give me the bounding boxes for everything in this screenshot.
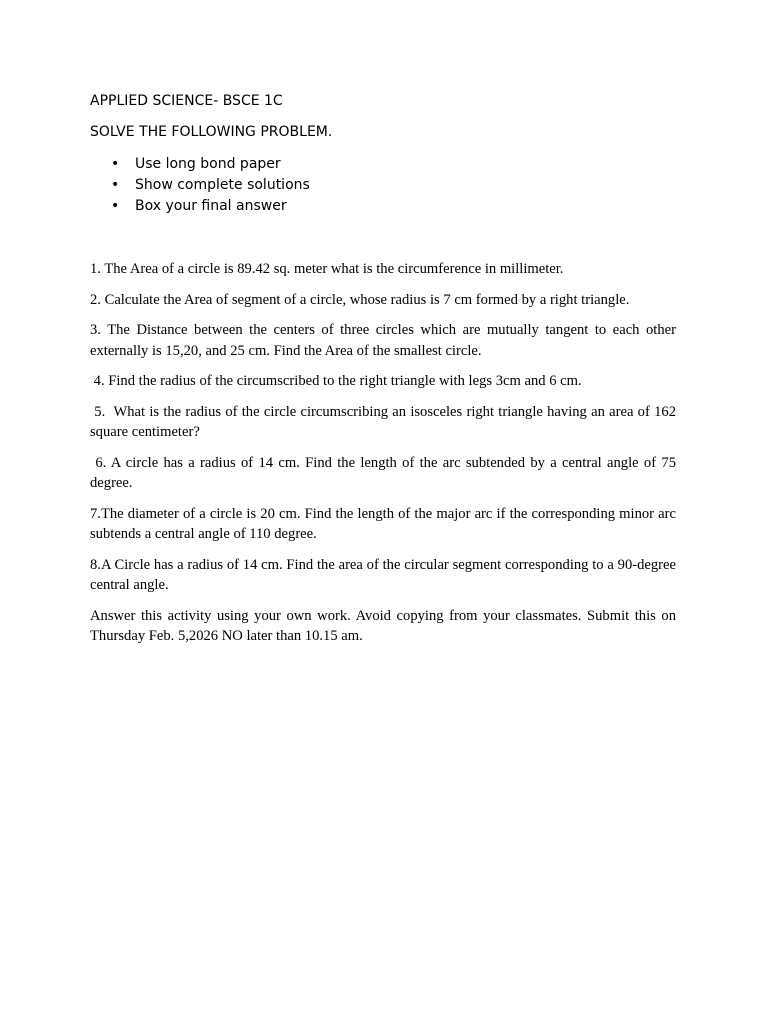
closing-note: Answer this activity using your own work. Avoid copying from your classmates. Submit this on Thursday Feb. 5,2026 NO later than 10.15 am. (90, 607, 676, 644)
problem-2: 2. Calculate the Area of segment of a circle, whose radius is 7 cm formed by a right triangle. (90, 291, 630, 308)
problem-8: 8.A Circle has a radius of 14 cm. Find the area of the circular segment corresponding to a 90-degree central angle. (90, 556, 676, 593)
document-page (90, 92, 680, 657)
instruction-item (90, 196, 676, 217)
problem-4: 4. Find the radius of the circumscribed to the right triangle with legs 3cm and 6 cm. (90, 373, 582, 389)
problem-7: 7.The diameter of a circle is 20 cm. Find the length of the major arc if the corresponding minor arc subtends a central angle of 110 degree. (90, 505, 676, 542)
problem-5: 5. What is the radius of the circle circumscribing an isosceles right triangle having an area of 162 square centimeter? (90, 403, 680, 440)
instruction-text: Show complete solutions (135, 177, 310, 193)
instruction-item (90, 154, 676, 175)
problem-6: 6. A circle has a radius of 14 cm. Find the length of the arc subtended by a central angle of 75 degree. (90, 454, 680, 491)
bullet-icon: • (111, 177, 120, 193)
course-title: APPLIED SCIENCE- BSCE 1C (90, 93, 283, 109)
instruction-text: Box your final answer (135, 198, 287, 214)
instruction-item (90, 175, 676, 196)
instruction-list (90, 154, 676, 217)
problem-1: 1. The Area of a circle is 89.42 sq. meter what is the circumference in millimeter. (90, 261, 564, 277)
instruction-title: SOLVE THE FOLLOWING PROBLEM. (90, 124, 333, 140)
bullet-icon: • (111, 156, 120, 172)
problem-3: 3. The Distance between the centers of three circles which are mutually tangent to each other externally is 15,20, and 25 cm. Find the Area of the smallest circle. (90, 322, 676, 359)
bullet-icon: • (111, 198, 120, 214)
instruction-text: Use long bond paper (135, 156, 281, 172)
